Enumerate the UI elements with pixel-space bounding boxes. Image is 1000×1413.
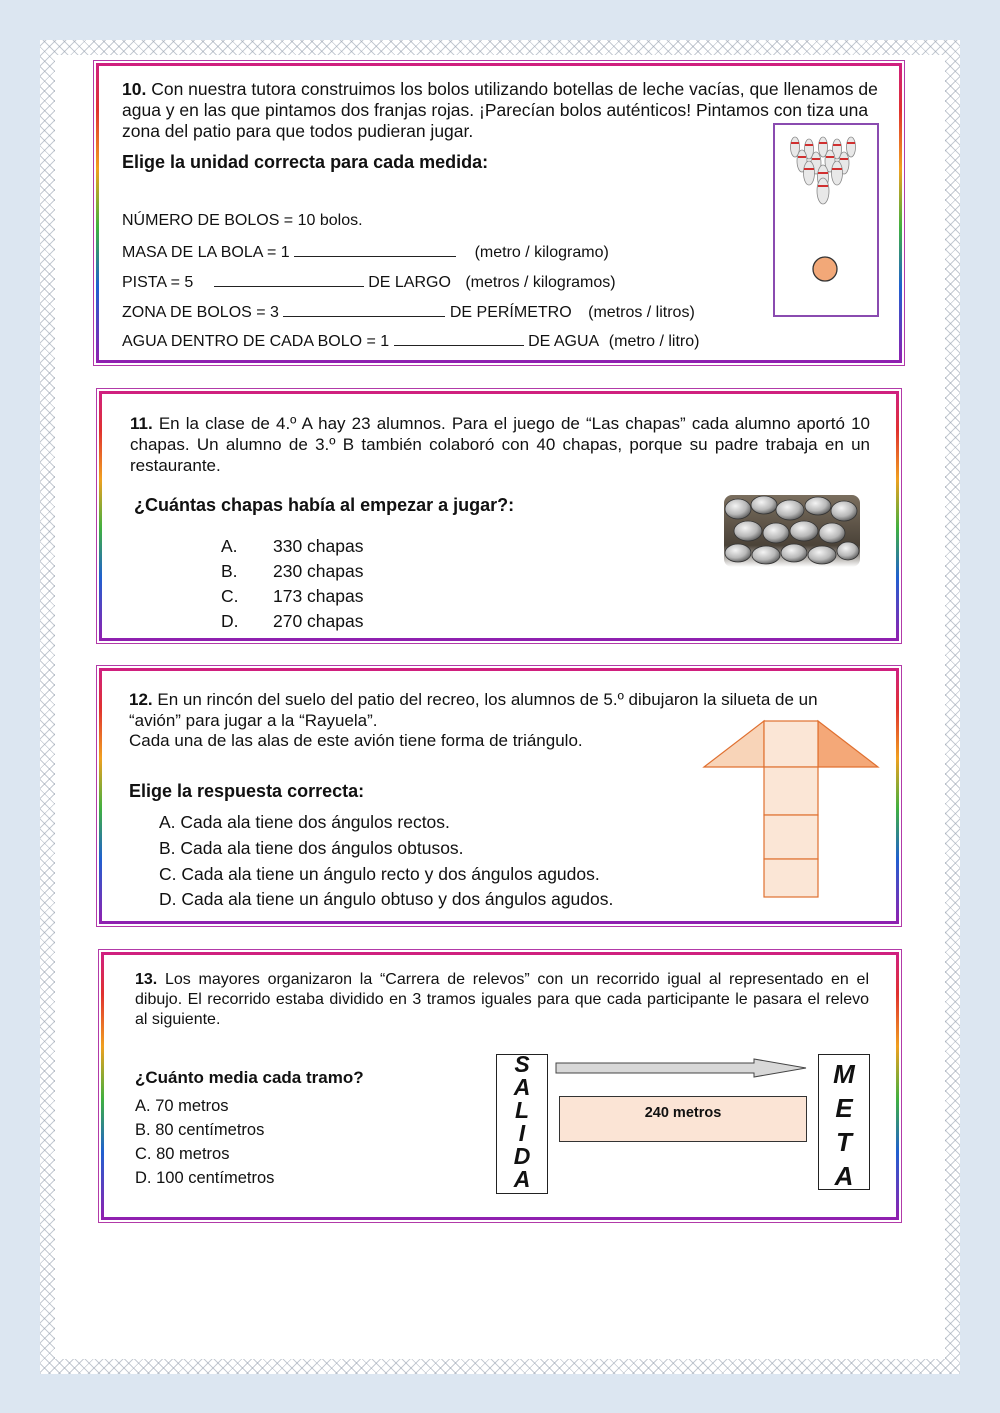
question-12-statement-2: Cada una de las alas de este avión tiene forma de triángulo.	[129, 731, 583, 750]
distance-box	[559, 1096, 807, 1142]
question-13-statement	[135, 970, 869, 1030]
option-text: 330 chapas	[273, 536, 364, 556]
question-number: 12.	[129, 690, 153, 709]
question-13-question: ¿Cuánto media cada tramo?	[135, 1068, 364, 1087]
question-11-box	[99, 391, 899, 641]
hopscotch-airplane-diagram	[702, 719, 882, 901]
option-letter: C.	[159, 864, 177, 884]
question-number: 11.	[130, 414, 153, 433]
question-11-statement	[130, 413, 870, 476]
option-c[interactable]	[221, 586, 364, 607]
option-text: 80 centímetros	[155, 1121, 265, 1139]
measure-label: ZONA DE BOLOS = 3	[122, 304, 279, 321]
option-text: Cada ala tiene un ángulo recto y dos ángulos agudos.	[181, 864, 600, 884]
answer-blank[interactable]	[394, 331, 524, 346]
bowling-pins-icon	[775, 125, 877, 315]
question-text: Los mayores organizaron la “Carrera de relevos” con un recorrido igual al representado en el dibujo. El recorrido estaba dividido en 3 tramos iguales para que cada participante le pasara el relevo al siguiente.	[135, 971, 870, 1028]
option-text: 100 centímetros	[156, 1169, 275, 1187]
option-d[interactable]	[221, 611, 364, 632]
question-text: En la clase de 4.º A hay 23 alumnos. Para el juego de “Las chapas” cada alumno aportó 10 chapas. Un alumno de 3.º B también colaboró con 40 chapas, porque su padre trabaja en un restaurante.	[130, 414, 870, 475]
option-letter: D.	[135, 1169, 152, 1187]
measure-suffix: DE AGUA	[528, 333, 599, 350]
measure-label: PISTA = 5	[122, 274, 194, 291]
measure-line-4	[122, 302, 695, 322]
measure-suffix: DE LARGO	[368, 274, 451, 291]
option-b[interactable]	[159, 838, 464, 859]
finish-letter: E	[835, 1093, 853, 1123]
bottle-caps-image	[724, 495, 860, 583]
finish-box	[818, 1054, 870, 1190]
start-letter: D	[513, 1143, 531, 1169]
measure-label: MASA DE LA BOLA = 1	[122, 244, 290, 261]
question-13-box	[101, 952, 899, 1220]
question-number: 13.	[135, 971, 158, 988]
start-letter: S	[514, 1051, 530, 1077]
option-text: 80 metros	[156, 1145, 230, 1163]
option-text: Cada ala tiene un ángulo obtuso y dos ángulos agudos.	[181, 889, 614, 909]
option-text: 173 chapas	[273, 586, 364, 606]
option-d[interactable]	[159, 889, 613, 910]
start-letter: L	[514, 1097, 530, 1123]
option-letter: A.	[135, 1097, 151, 1115]
measure-line-5	[122, 331, 699, 351]
start-box	[496, 1051, 548, 1194]
option-text: Cada ala tiene dos ángulos obtusos.	[180, 838, 464, 858]
unit-options: (metro / litro)	[608, 333, 700, 350]
answer-blank[interactable]	[294, 242, 456, 257]
measure-suffix: DE PERÍMETRO	[449, 304, 572, 321]
start-letter: A	[513, 1074, 531, 1100]
unit-options: (metros / kilogramos)	[465, 274, 616, 291]
option-a[interactable]	[135, 1097, 229, 1116]
question-text: Con nuestra tutora construimos los bolos utilizando botellas de leche vacías, que llenamos de agua y en las que pintamos dos franjas rojas. ¡Parecían bolos auténticos! Pintamos con tiza una zona del patio para que todos pudieran jugar.	[122, 79, 878, 141]
start-letter: A	[513, 1166, 531, 1192]
unit-options: (metro / kilogramo)	[474, 244, 609, 261]
finish-letter: T	[836, 1127, 852, 1157]
option-letter: D.	[221, 611, 239, 631]
option-letter: C.	[221, 586, 239, 606]
option-d[interactable]	[135, 1169, 274, 1188]
question-10-box	[96, 63, 902, 363]
question-12-box	[99, 668, 899, 924]
bowling-lane-illustration	[773, 123, 879, 317]
option-letter: A.	[221, 536, 238, 556]
option-text: 270 chapas	[273, 611, 364, 631]
start-letter: I	[518, 1120, 526, 1146]
question-11-question: ¿Cuántas chapas había al empezar a jugar?:	[134, 495, 515, 515]
option-b[interactable]	[221, 561, 364, 582]
measure-line-2	[122, 242, 609, 262]
measure-line-3	[122, 272, 616, 292]
option-text: 70 metros	[155, 1097, 229, 1115]
measure-line-1	[122, 212, 363, 230]
option-letter: B.	[221, 561, 238, 581]
option-c[interactable]	[159, 864, 600, 885]
finish-letter: M	[833, 1059, 855, 1089]
option-text: 230 chapas	[273, 561, 364, 581]
option-a[interactable]	[221, 536, 364, 557]
question-text: En un rincón del suelo del patio del recreo, los alumnos de 5.º dibujaron la silueta de un “avión” para jugar a la “Rayuela”.	[129, 690, 818, 730]
option-c[interactable]	[135, 1145, 229, 1164]
finish-letter: A	[834, 1161, 854, 1191]
question-10-instruction: Elige la unidad correcta para cada medida:	[122, 152, 489, 172]
arrow-right-icon	[554, 1058, 810, 1078]
measure-label: AGUA DENTRO DE CADA BOLO = 1	[122, 333, 390, 350]
answer-blank[interactable]	[283, 302, 445, 317]
option-text: Cada ala tiene dos ángulos rectos.	[180, 812, 450, 832]
question-12-instruction: Elige la respuesta correcta:	[129, 781, 365, 801]
option-letter: D.	[159, 889, 177, 909]
measure-label: NÚMERO DE BOLOS = 10 bolos.	[122, 212, 363, 229]
option-letter: C.	[135, 1145, 152, 1163]
option-letter: B.	[159, 838, 176, 858]
question-number: 10.	[122, 79, 147, 99]
distance-label: 240 metros	[644, 1105, 722, 1121]
answer-blank[interactable]	[214, 272, 364, 287]
option-a[interactable]	[159, 812, 450, 833]
unit-options: (metros / litros)	[588, 304, 695, 321]
option-letter: A.	[159, 812, 176, 832]
option-b[interactable]	[135, 1121, 264, 1140]
bowling-ball-icon	[813, 257, 837, 281]
option-letter: B.	[135, 1121, 151, 1139]
